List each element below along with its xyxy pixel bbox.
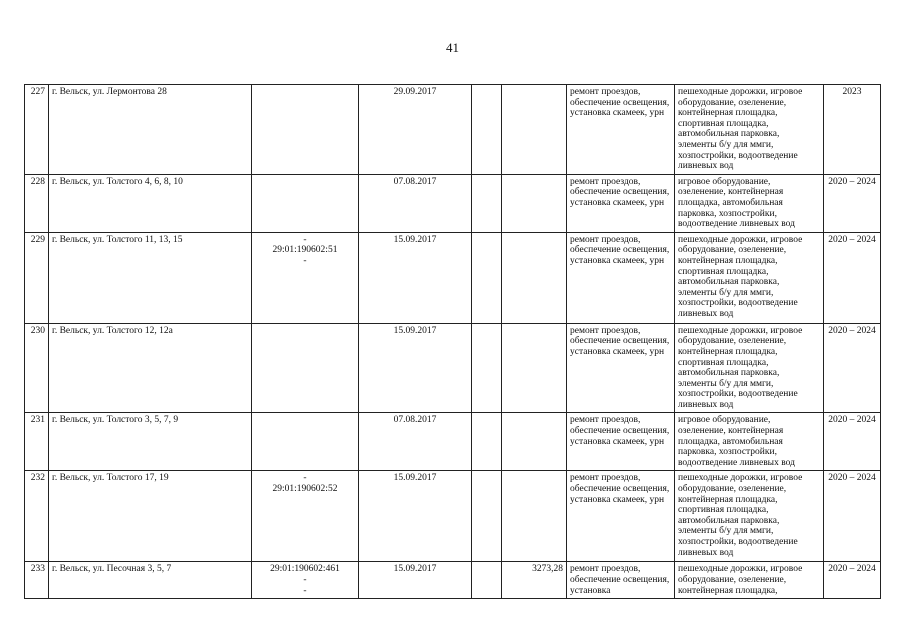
row-number-cell: 227 [25,85,49,175]
date-cell: 07.08.2017 [359,174,472,232]
additional-works-cell: пешеходные дорожки, игровое оборудование, озеленение, контейнерная площадка, [675,562,824,599]
date-cell: 15.09.2017 [359,471,472,562]
cadastral-line: - [303,575,307,586]
minimum-works-cell: ремонт проездов, обеспечение освещения, установка скамеек, урн [567,413,675,471]
cadastral-cell [252,413,359,471]
cadastral-line: - [303,234,307,245]
area-cell [502,232,567,323]
extra-cell [472,232,502,323]
table-row [25,413,881,471]
address-cell: г. Вельск, ул. Толстого 17, 19 [49,471,252,562]
additional-works-cell: пешеходные дорожки, игровое оборудование, озеленение, контейнерная площадка, спортивная площадка, автомобильная парковка, элементы б/у для ммги, хозпостройки, водоотведение ливневых вод [675,323,824,413]
years-cell: 2020 – 2024 [824,174,881,232]
address-cell: г. Вельск, ул. Толстого 12, 12а [49,323,252,413]
area-cell [502,471,567,562]
cadastral-cell [252,85,359,175]
years-cell: 2020 – 2024 [824,413,881,471]
address-cell: г. Вельск, ул. Толстого 11, 13, 15 [49,232,252,323]
extra-cell [472,85,502,175]
row-number-cell: 228 [25,174,49,232]
minimum-works-cell: ремонт проездов, обеспечение освещения, установка [567,562,675,599]
date-cell: 15.09.2017 [359,562,472,599]
extra-cell [472,562,502,599]
minimum-works-cell: ремонт проездов, обеспечение освещения, установка скамеек, урн [567,232,675,323]
cadastral-cell [252,562,359,599]
row-number-cell: 233 [25,562,49,599]
minimum-works-cell: ремонт проездов, обеспечение освещения, установка скамеек, урн [567,323,675,413]
table-row [25,562,881,599]
row-number-cell: 232 [25,471,49,562]
additional-works-cell: пешеходные дорожки, игровое оборудование, озеленение, контейнерная площадка, спортивная площадка, автомобильная парковка, элементы б/у для ммги, хозпостройки, водоотведение ливневых вод [675,471,824,562]
area-cell [502,323,567,413]
date-cell: 29.09.2017 [359,85,472,175]
page-number: 41 [446,40,459,55]
area-cell [502,174,567,232]
cadastral-line: - [303,585,307,596]
years-cell: 2020 – 2024 [824,471,881,562]
table-row [25,85,881,175]
address-cell: г. Вельск, ул. Лермонтова 28 [49,85,252,175]
cadastral-cell [252,174,359,232]
years-cell: 2020 – 2024 [824,323,881,413]
improvement-table [24,84,881,599]
additional-works-cell: пешеходные дорожки, игровое оборудование, озеленение, контейнерная площадка, спортивная площадка, автомобильная парковка, элементы б/у для ммги, хозпостройки, водоотведение ливневых вод [675,85,824,175]
cadastral-cell [252,471,359,562]
address-cell: г. Вельск, ул. Толстого 4, 6, 8, 10 [49,174,252,232]
minimum-works-cell: ремонт проездов, обеспечение освещения, установка скамеек, урн [567,174,675,232]
extra-cell [472,323,502,413]
cadastral-line: - [303,255,307,266]
minimum-works-cell: ремонт проездов, обеспечение освещения, установка скамеек, урн [567,471,675,562]
address-cell: г. Вельск, ул. Песочная 3, 5, 7 [49,562,252,599]
extra-cell [472,174,502,232]
table-row [25,174,881,232]
additional-works-cell: игровое оборудование, озеленение, контейнерная площадка, автомобильная парковка, хозпостройки, водоотведение ливневых вод [675,174,824,232]
minimum-works-cell: ремонт проездов, обеспечение освещения, установка скамеек, урн [567,85,675,175]
date-cell: 15.09.2017 [359,323,472,413]
area-cell [502,85,567,175]
additional-works-cell: игровое оборудование, озеленение, контейнерная площадка, автомобильная парковка, хозпостройки, водоотведение ливневых вод [675,413,824,471]
cadastral-line: - [303,473,307,484]
row-number-cell: 229 [25,232,49,323]
extra-cell [472,413,502,471]
area-cell: 3273,28 [502,562,567,599]
row-number-cell: 230 [25,323,49,413]
years-cell: 2020 – 2024 [824,562,881,599]
cadastral-line: 29:01:190602:52 [272,484,338,495]
cadastral-line: 29:01:190602:51 [272,245,338,256]
table-row [25,471,881,562]
cadastral-cell [252,232,359,323]
table-row [25,232,881,323]
cadastral-line: 29:01:190602:461 [270,564,340,575]
date-cell: 15.09.2017 [359,232,472,323]
years-cell: 2020 – 2024 [824,232,881,323]
cadastral-cell [252,323,359,413]
date-cell: 07.08.2017 [359,413,472,471]
years-cell: 2023 [824,85,881,175]
extra-cell [472,471,502,562]
row-number-cell: 231 [25,413,49,471]
additional-works-cell: пешеходные дорожки, игровое оборудование, озеленение, контейнерная площадка, спортивная площадка, автомобильная парковка, элементы б/у для ммги, хозпостройки, водоотведение ливневых вод [675,232,824,323]
table-body [25,85,881,599]
address-cell: г. Вельск, ул. Толстого 3, 5, 7, 9 [49,413,252,471]
area-cell [502,413,567,471]
table-row [25,323,881,413]
